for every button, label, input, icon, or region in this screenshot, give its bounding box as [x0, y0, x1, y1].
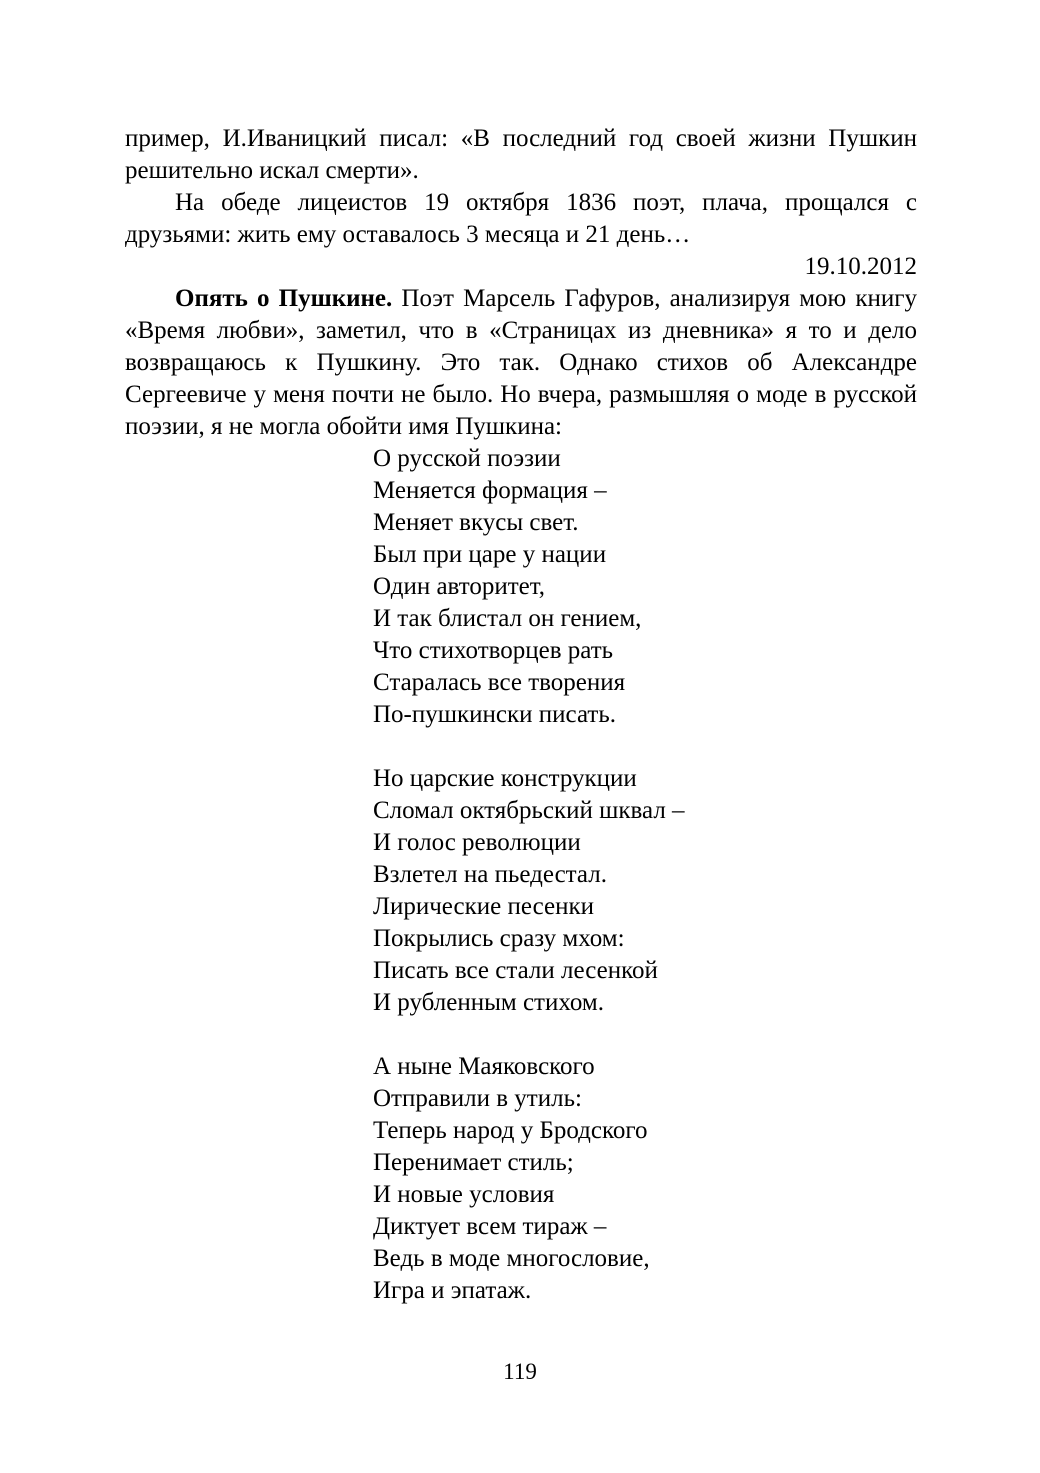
entry-date: 19.10.2012 — [804, 253, 917, 280]
paragraph-lyceum-dinner: На обеде лицеистов 19 октября 1836 поэт, плача, прощался с друзьями: жить ему оставалось 3 месяца и 21 день… — [125, 189, 917, 248]
poem-stanza — [373, 1051, 917, 1307]
poem-line: И рубленным стихом. — [373, 989, 604, 1016]
poem-line: Ведь в моде многословие, — [373, 1245, 650, 1272]
page-number: 119 — [503, 1359, 537, 1384]
paragraph-quote: пример, И.Иваницкий писал: «В последний год своей жизни Пушкин решительно искал смерти». — [125, 125, 917, 184]
poem-line: Был при царе у нации — [373, 541, 607, 568]
entry-heading: Опять о Пушкине. — [175, 285, 393, 312]
poem-line: Меняет вкусы свет. — [373, 509, 579, 536]
poem-line: Взлетел на пьедестал. — [373, 861, 607, 888]
paragraph-again-about-pushkin — [125, 283, 917, 443]
poem-line: Игра и эпатаж. — [373, 1277, 532, 1304]
poem-line: Теперь народ у Бродского — [373, 1117, 648, 1144]
poem-line: Лирические песенки — [373, 893, 594, 920]
poem-line: Что стихотворцев рать — [373, 637, 614, 664]
poem-line: По-пушкински писать. — [373, 701, 616, 728]
poem-line: О русской поэзии — [373, 445, 561, 472]
poem-line: И голос революции — [373, 829, 581, 856]
poem-line: Меняется формация – — [373, 477, 607, 504]
poem-line: Покрылись сразу мхом: — [373, 925, 625, 952]
poem-line: Диктует всем тираж – — [373, 1213, 607, 1240]
poem-line: И новые условия — [373, 1181, 555, 1208]
poem-line: И так блистал он гением, — [373, 605, 642, 632]
poem-line: Отправили в утиль: — [373, 1085, 582, 1112]
poem-line: Сломал октябрьский шквал – — [373, 797, 685, 824]
poem-line: Один авторитет, — [373, 573, 546, 600]
poem-line: Но царские конструкции — [373, 765, 637, 792]
poem-line: Старалась все творения — [373, 669, 626, 696]
entry-body: Поэт Марсель Гафуров, анализируя мою книгу «Время любви», заметил, что в «Страницах из дневника» я то и дело возвращаюсь к Пушкину. Это так. Однако стихов об Александре Сергеевиче у меня почти не было. Но вчера, размышляя о моде в русской поэзии, я не могла обойти имя Пушкина: — [125, 285, 917, 440]
poem-line: А ныне Маяковского — [373, 1053, 595, 1080]
poem-line: Писать все стали лесенкой — [373, 957, 658, 984]
poem-line: Перенимает стиль; — [373, 1149, 574, 1176]
poem-stanza — [373, 763, 917, 1019]
page-content — [125, 123, 917, 1307]
poem-stanza — [373, 443, 917, 731]
poem — [373, 443, 917, 1307]
